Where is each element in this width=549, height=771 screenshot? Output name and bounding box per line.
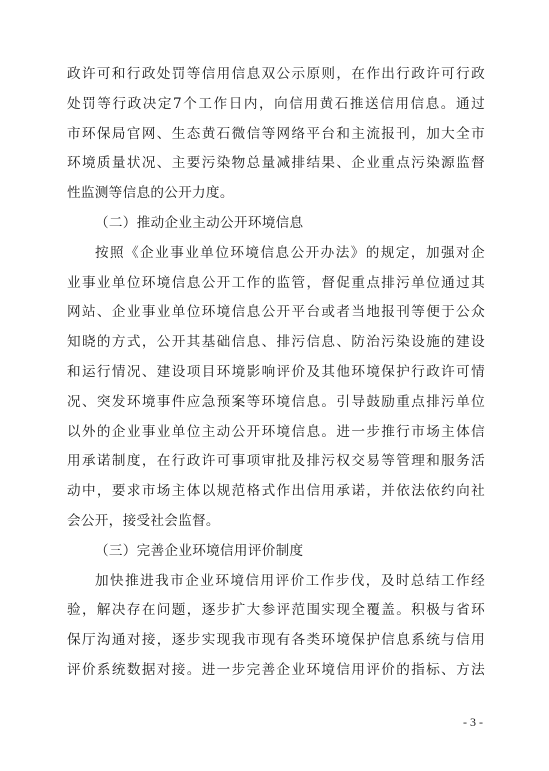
text-line: 业事业单位环境信息公开工作的监管，督促重点排污单位通过其 xyxy=(67,274,485,291)
text-line: 环境质量状况、主要污染物总量减排结果、企业重点污染源监督 xyxy=(67,155,485,172)
text-line: 用承诺制度，在行政许可事项审批及排污权交易等管理和服务活 xyxy=(67,453,485,470)
text-line: 保厅沟通对接，逐步实现我市现有各类环境保护信息系统与信用 xyxy=(67,632,485,649)
section-heading: （二）推动企业主动公开环境信息 xyxy=(95,214,304,231)
body-text xyxy=(67,60,485,686)
text-line: 加快推进我市企业环境信用评价工作步伐，及时总结工作经 xyxy=(95,572,485,589)
text-line: 市环保局官网、生态黄石微信等网络平台和主流报刊，加大全市 xyxy=(67,125,485,142)
text-line: 动中，要求市场主体以规范格式作出信用承诺，并依法依约向社 xyxy=(67,483,485,500)
text-line: 以外的企业事业单位主动公开环境信息。进一步推行市场主体信 xyxy=(67,423,485,440)
text-line: 和运行情况、建设项目环境影响评价及其他环境保护行政许可情 xyxy=(67,363,485,380)
text-line: 会公开，接受社会监督。 xyxy=(67,512,220,529)
text-line: 处罚等行政决定7个工作日内，向信用黄石推送信用信息。通过 xyxy=(67,95,485,112)
text-line: 评价系统数据对接。进一步完善企业环境信用评价的指标、方法 xyxy=(67,661,485,678)
text-line: 性监测等信息的公开力度。 xyxy=(67,185,234,202)
text-line: 政许可和行政处罚等信用信息双公示原则，在作出行政许可行政 xyxy=(67,66,485,82)
section-heading: （三）完善企业环境信用评价制度 xyxy=(95,542,304,559)
text-line: 知晓的方式，公开其基础信息、排污信息、防治污染设施的建设 xyxy=(67,334,485,351)
text-line: 况、突发环境事件应急预案等环境信息。引导鼓励重点排污单位 xyxy=(67,393,485,410)
text-line: 验，解决存在问题，逐步扩大参评范围实现全覆盖。积极与省环 xyxy=(67,602,485,619)
page-number: - 3 - xyxy=(463,715,483,729)
text-line: 按照《企业事业单位环境信息公开办法》的规定，加强对企 xyxy=(95,244,485,261)
text-line: 网站、企业事业单位环境信息公开平台或者当地报刊等便于公众 xyxy=(67,304,485,321)
